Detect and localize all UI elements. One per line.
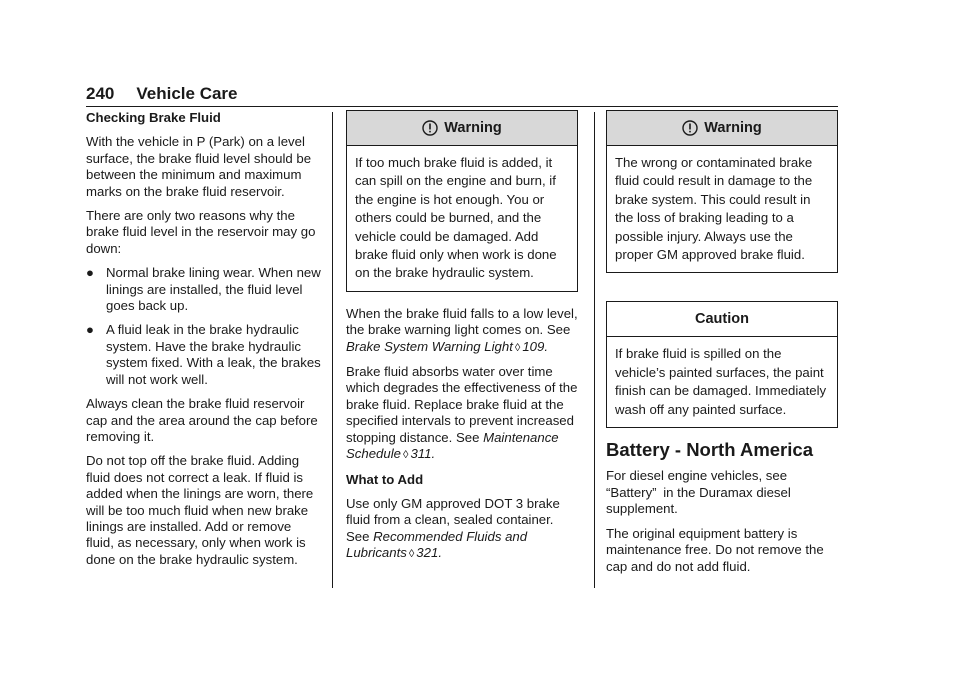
section-title: Vehicle Care bbox=[136, 84, 238, 103]
warning-title: Warning bbox=[444, 119, 502, 136]
bullet-text: Normal brake lining wear. When new linings are installed, the fluid level goes back up. bbox=[106, 265, 321, 314]
column-3 bbox=[606, 110, 838, 583]
caution-header bbox=[607, 302, 837, 337]
page-number: 240 bbox=[86, 84, 115, 103]
paragraph: Brake fluid absorbs water over time which degrades the effectiveness of the brake fluid. Replace brake fluid at the specified intervals to prevent increased stopping distance. See Maintenance Schedule ◊ 311. bbox=[346, 364, 578, 462]
paragraph: The original equipment battery is maintenance free. Do not remove the cap and do not add fluid. bbox=[606, 525, 824, 574]
page-header bbox=[86, 82, 838, 107]
warning-body: If too much brake fluid is added, it can spill on the engine and burn, if the engine is hot enough. You or others could be burned, and the vehicle could be damaged. Add brake fluid only when work is done on the brake hydraulic system. bbox=[355, 155, 557, 281]
warning-header bbox=[607, 111, 837, 146]
paragraph: There are only two reasons why the brake fluid level in the reservoir may go down: bbox=[86, 208, 316, 256]
xref-page[interactable]: 109 bbox=[522, 338, 545, 354]
caution-box bbox=[606, 301, 838, 428]
paragraph: Always clean the brake fluid reservoir cap and the area around the cap before removing it. bbox=[86, 396, 318, 444]
column-divider-left bbox=[332, 112, 333, 588]
column-divider-right bbox=[594, 112, 595, 588]
bullet-item bbox=[86, 322, 322, 388]
warning-box bbox=[346, 110, 578, 292]
paragraph: Use only GM approved DOT 3 brake fluid from a clean, sealed container. See Recommended Fluids and Lubricants ◊ 321. bbox=[346, 495, 560, 561]
xref-arrow-icon: ◊ bbox=[514, 341, 521, 354]
paragraph: With the vehicle in P (Park) on a level surface, the brake fluid level should be between the minimum and maximum marks on the brake fluid reservoir. bbox=[86, 134, 312, 199]
paragraph: When the brake fluid falls to a low level, the brake warning light comes on. See Brake System Warning Light ◊ 109. bbox=[346, 305, 578, 354]
paragraph: For diesel engine vehicles, see “Battery” in the Duramax diesel supplement. bbox=[606, 468, 791, 517]
bullet-item bbox=[86, 265, 322, 314]
xref-arrow-icon: ◊ bbox=[403, 449, 409, 462]
column-1 bbox=[86, 110, 322, 576]
bullet-icon: ● bbox=[86, 322, 94, 338]
paragraph: Do not top off the brake fluid. Adding fluid does not correct a leak. If fluid is added when the linings are worn, there will be too much fluid when new brake linings are installed. Add or remove fluid, as necessary, only when work is done on the brake hydraulic system. bbox=[86, 453, 314, 567]
column-2 bbox=[346, 110, 578, 571]
warning-header bbox=[347, 111, 577, 146]
bullet-icon: ● bbox=[86, 265, 94, 281]
heading-checking-brake-fluid: Checking Brake Fluid bbox=[86, 110, 221, 125]
warning-icon bbox=[422, 120, 438, 136]
warning-icon bbox=[682, 120, 698, 136]
xref-page[interactable]: 311 bbox=[410, 446, 432, 462]
xref-page[interactable]: 321 bbox=[416, 545, 439, 561]
xref-link[interactable]: Brake System Warning Light bbox=[346, 338, 513, 354]
caution-title: Caution bbox=[695, 311, 749, 328]
heading-battery: Battery - North America bbox=[606, 439, 813, 461]
heading-what-to-add: What to Add bbox=[346, 471, 424, 487]
xref-link[interactable]: Maintenance Schedule bbox=[346, 429, 559, 462]
battery-reference: “Battery” bbox=[606, 484, 657, 500]
xref-link[interactable]: Recommended Fluids and Lubricants bbox=[346, 528, 528, 561]
warning-box bbox=[606, 110, 838, 273]
xref-arrow-icon: ◊ bbox=[408, 548, 415, 561]
bullet-text: A fluid leak in the brake hydraulic system. Have the brake hydraulic system fixed. With a leak, the brakes will not work well. bbox=[106, 322, 321, 387]
warning-body: The wrong or contaminated brake fluid could result in damage to the brake system. This could result in the loss of braking leading to a possible injury. Always use the proper GM approved brake fluid. bbox=[615, 155, 813, 263]
warning-title: Warning bbox=[704, 119, 762, 136]
caution-body: If brake fluid is spilled on the vehicle’s painted surfaces, the paint finish can be damaged. Immediately wash off any painted surface. bbox=[615, 346, 827, 417]
